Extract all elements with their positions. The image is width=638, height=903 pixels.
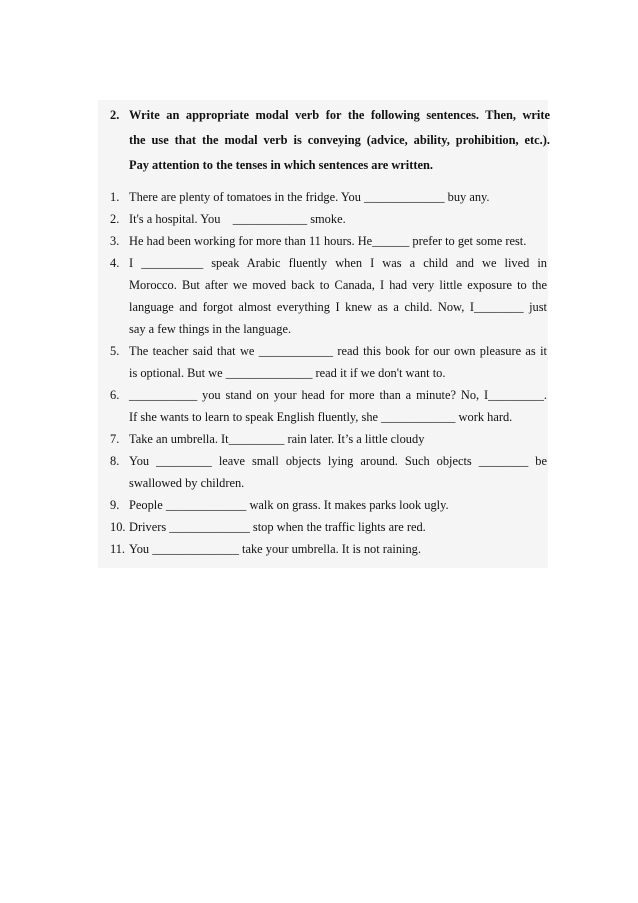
item-text: It's a hospital. You ____________ smoke.: [129, 212, 346, 226]
instruction-line: Write an appropriate modal verb for the following sentences. Then, write: [129, 108, 550, 122]
item-number: 5.: [110, 344, 120, 358]
list-item: [110, 344, 550, 366]
instruction-number: 2.: [110, 108, 120, 122]
list-item: [110, 190, 550, 212]
list-item: [110, 388, 550, 410]
item-text: is optional. But we ______________ read it if we don't want to.: [129, 366, 446, 380]
item-text: People _____________ walk on grass. It makes parks look ugly.: [129, 498, 449, 512]
item-text: I __________ speak Arabic fluently when I was a child and we lived in: [129, 256, 547, 270]
item-number: 4.: [110, 256, 120, 270]
item-number: 9.: [110, 498, 120, 512]
list-item-continuation: [110, 278, 550, 300]
list-item-continuation: [110, 476, 550, 498]
item-number: 6.: [110, 388, 120, 402]
item-number: 11.: [110, 542, 126, 556]
list-item-continuation: [110, 300, 550, 322]
list-item: [110, 542, 550, 564]
instruction-line: Pay attention to the tenses in which sentences are written.: [129, 158, 433, 172]
item-text: Take an umbrella. It_________ rain later. It’s a little cloudy: [129, 432, 425, 446]
item-text: You _________ leave small objects lying around. Such objects ________ be: [129, 454, 547, 468]
list-item-continuation: [110, 322, 550, 344]
item-number: 3.: [110, 234, 120, 248]
list-item: [110, 432, 550, 454]
item-text: If she wants to learn to speak English fluently, she ____________ work hard.: [129, 410, 513, 424]
list-item: [110, 212, 550, 234]
list-item-continuation: [110, 366, 550, 388]
item-text: He had been working for more than 11 hours. He______ prefer to get some rest.: [129, 234, 527, 248]
item-text: You ______________ take your umbrella. It is not raining.: [129, 542, 421, 556]
list-item: [110, 454, 550, 476]
item-number: 10.: [110, 520, 126, 534]
list-item: [110, 498, 550, 520]
item-text: Drivers _____________ stop when the traffic lights are red.: [129, 520, 426, 534]
item-text: Morocco. But after we moved back to Canada, I had very little exposure to the: [129, 278, 547, 292]
item-number: 8.: [110, 454, 120, 468]
item-text: language and forgot almost everything I knew as a child. Now, I________ just: [129, 300, 547, 314]
list-item-continuation: [110, 410, 550, 432]
list-item: [110, 520, 550, 542]
item-number: 7.: [110, 432, 120, 446]
item-text: say a few things in the language.: [129, 322, 292, 336]
item-text: swallowed by children.: [129, 476, 245, 490]
item-text: ___________ you stand on your head for more than a minute? No, I_________.: [129, 388, 547, 402]
instruction-line: the use that the modal verb is conveying (advice, ability, prohibition, etc.).: [129, 133, 550, 147]
item-text: There are plenty of tomatoes in the fridge. You _____________ buy any.: [129, 190, 490, 204]
item-number: 2.: [110, 212, 120, 226]
list-item: [110, 256, 550, 278]
item-number: 1.: [110, 190, 120, 204]
list-item: [110, 234, 550, 256]
item-text: The teacher said that we ____________ read this book for our own pleasure as it: [129, 344, 547, 358]
